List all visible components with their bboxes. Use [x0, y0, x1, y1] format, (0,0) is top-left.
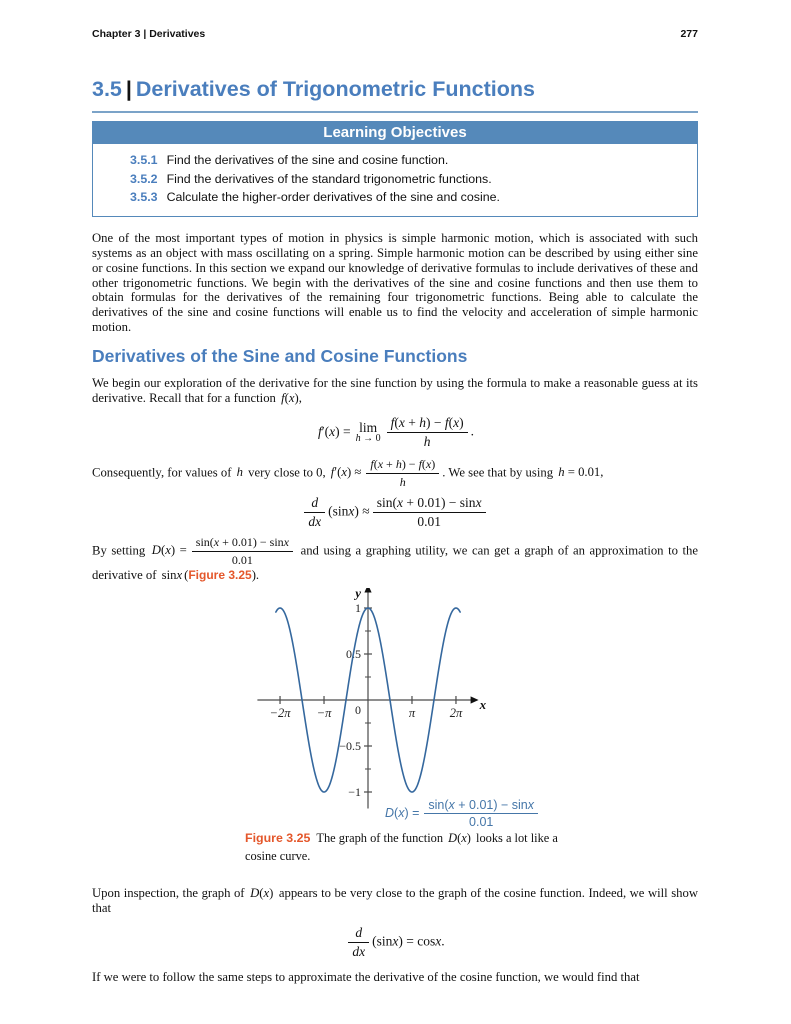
objective-text: Calculate the higher-order derivatives of the sine and cosine.: [166, 190, 500, 205]
svg-text:−1: −1: [348, 785, 361, 800]
lim-text: lim: [359, 420, 378, 436]
paragraph-begin-exploration: [92, 376, 698, 406]
learning-objectives-list: [93, 144, 697, 216]
lim-subscript: h → 0: [355, 433, 381, 445]
figure-caption: [245, 830, 563, 865]
paren: (: [184, 567, 189, 582]
fraction-numerator: f(x + h) − f(x): [366, 457, 439, 474]
formula-lhs: D(x) =: [385, 806, 420, 821]
learning-objective-item: [130, 188, 687, 207]
title-text: Derivatives of Trigonometric Functions: [135, 77, 535, 101]
title-separator: |: [125, 77, 132, 101]
fraction: [192, 535, 293, 568]
fraction-denominator: 0.01: [231, 552, 253, 567]
running-header: [92, 28, 698, 40]
inline-math-fx: f(x),: [281, 391, 302, 406]
fraction-denominator: dx: [352, 944, 366, 960]
closing-paragraph: If we were to follow the same steps to approximate the derivative of the cosine function, we would find that: [92, 970, 640, 985]
paragraph-text: very close to 0,: [248, 465, 326, 480]
figure-3-25: [92, 588, 698, 880]
inline-math-fprime: f′(x) ≈: [330, 465, 362, 480]
section-number: 3.5: [92, 77, 122, 101]
objective-text: Find the derivatives of the sine and cosine function.: [166, 153, 449, 167]
svg-text:0.5: 0.5: [346, 647, 361, 662]
svg-text:−π: −π: [316, 706, 332, 721]
fraction: [373, 495, 486, 530]
fraction-numerator: sin(x + 0.01) − sinx: [424, 798, 538, 814]
formula-rhs: (sinx) = cosx.: [372, 933, 445, 949]
fraction: [424, 798, 538, 829]
svg-text:0: 0: [355, 703, 361, 718]
learning-objectives-box: [92, 121, 698, 217]
fraction-denominator: dx: [308, 513, 322, 529]
paragraph-text: Consequently, for values of: [92, 465, 232, 480]
inline-math-h: h: [236, 465, 243, 480]
paren: ).: [251, 567, 260, 582]
svg-text:2π: 2π: [449, 706, 463, 721]
formula-period: .: [470, 423, 475, 439]
formula-limit-definition: [92, 415, 698, 450]
paragraph-consequently: [92, 457, 698, 490]
learning-objective-item: [130, 170, 687, 189]
formula-middle: (sinx) ≈: [328, 503, 370, 519]
chapter-header: Chapter 3 | Derivatives: [92, 28, 206, 40]
paragraph-text: We begin our exploration of the derivative for the sine function by using the formula to make a reasonable guess at its derivative. Recall that for a function: [92, 376, 698, 406]
fraction: [366, 457, 439, 490]
paragraph-text: appears to be very close to the graph of the cosine function. Indeed, we will show that: [92, 886, 698, 916]
paragraph-text: . We see that by using: [442, 465, 554, 480]
ddx-fraction: [348, 925, 369, 960]
objective-number: 3.5.3: [130, 190, 158, 205]
limit-operator: [356, 420, 381, 444]
page-title: [92, 77, 698, 102]
objective-number: 3.5.1: [130, 153, 158, 167]
fraction-denominator: h: [399, 474, 406, 489]
caption-text: looks a lot like a cosine curve.: [245, 831, 558, 863]
paragraph-text: By setting: [92, 543, 146, 558]
graph-function-label: [383, 798, 541, 829]
svg-text:π: π: [408, 706, 416, 721]
inline-math-Dx: D(x): [448, 831, 471, 846]
inline-math-sinx: sinx: [161, 567, 183, 582]
learning-objectives-header: Learning Objectives: [93, 122, 697, 144]
title-rule: [92, 111, 698, 113]
fraction-numerator: sin(x + 0.01) − sinx: [192, 535, 293, 552]
inline-math-Dx: D(x) =: [151, 543, 187, 558]
page-number: 277: [680, 28, 698, 40]
svg-text:1: 1: [355, 601, 361, 616]
formula-ddx-equals-cos: [92, 925, 698, 960]
paragraph-upon-inspection: [92, 886, 698, 916]
fraction-denominator: h: [423, 433, 431, 449]
fraction-numerator: f(x + h) − f(x): [387, 415, 468, 433]
objective-text: Find the derivatives of the standard trigonometric functions.: [166, 171, 492, 186]
fraction-denominator: 0.01: [417, 513, 441, 529]
fraction-denominator: 0.01: [469, 815, 494, 830]
formula-lhs: f′(x) =: [317, 423, 351, 439]
caption-text: The graph of the function: [316, 831, 444, 846]
fraction-numerator: d: [304, 495, 325, 513]
figure-label: Figure 3.25: [245, 831, 311, 846]
paragraph-text: Upon inspection, the graph of: [92, 886, 245, 901]
fraction: [387, 415, 468, 450]
fraction-numerator: d: [348, 925, 369, 943]
section-heading: Derivatives of the Sine and Cosine Functions: [92, 346, 468, 367]
fraction-numerator: sin(x + 0.01) − sinx: [373, 495, 486, 513]
formula-ddx-approx: [92, 495, 698, 530]
learning-objective-item: [130, 151, 687, 170]
inline-math-Dx: D(x): [250, 886, 274, 901]
svg-text:y: y: [355, 588, 361, 601]
cosine-approximation-graph: [248, 588, 494, 820]
objective-number: 3.5.2: [130, 171, 158, 186]
intro-paragraph: One of the most important types of motion in physics is simple harmonic motion, which is associated with such systems as an object with mass oscillating on a spring. Simple harmonic motion can be described by using either sine or cosine functions. In this section we expand our knowledge of derivative formulas to include derivatives of these and other trigonometric functions. We begin with the derivatives of the sine and cosine functions and then use them to obtain formulas for the derivatives of the remaining four trigonometric functions. Being able to calculate the derivatives of the sine and cosine functions will enable us to find the velocity and acceleration of simple harmonic motion.: [92, 230, 698, 335]
svg-text:−2π: −2π: [269, 706, 291, 721]
figure-reference[interactable]: Figure 3.25: [188, 567, 252, 582]
ddx-fraction: [304, 495, 325, 530]
svg-text:x: x: [479, 697, 487, 713]
svg-text:−0.5: −0.5: [339, 739, 361, 754]
paragraph-text: and using a graphing utility, we can get a graph of an approximation to the derivative of: [92, 543, 699, 582]
inline-math-h-equals: h = 0.01,: [558, 465, 604, 480]
paragraph-by-setting: [92, 535, 698, 583]
